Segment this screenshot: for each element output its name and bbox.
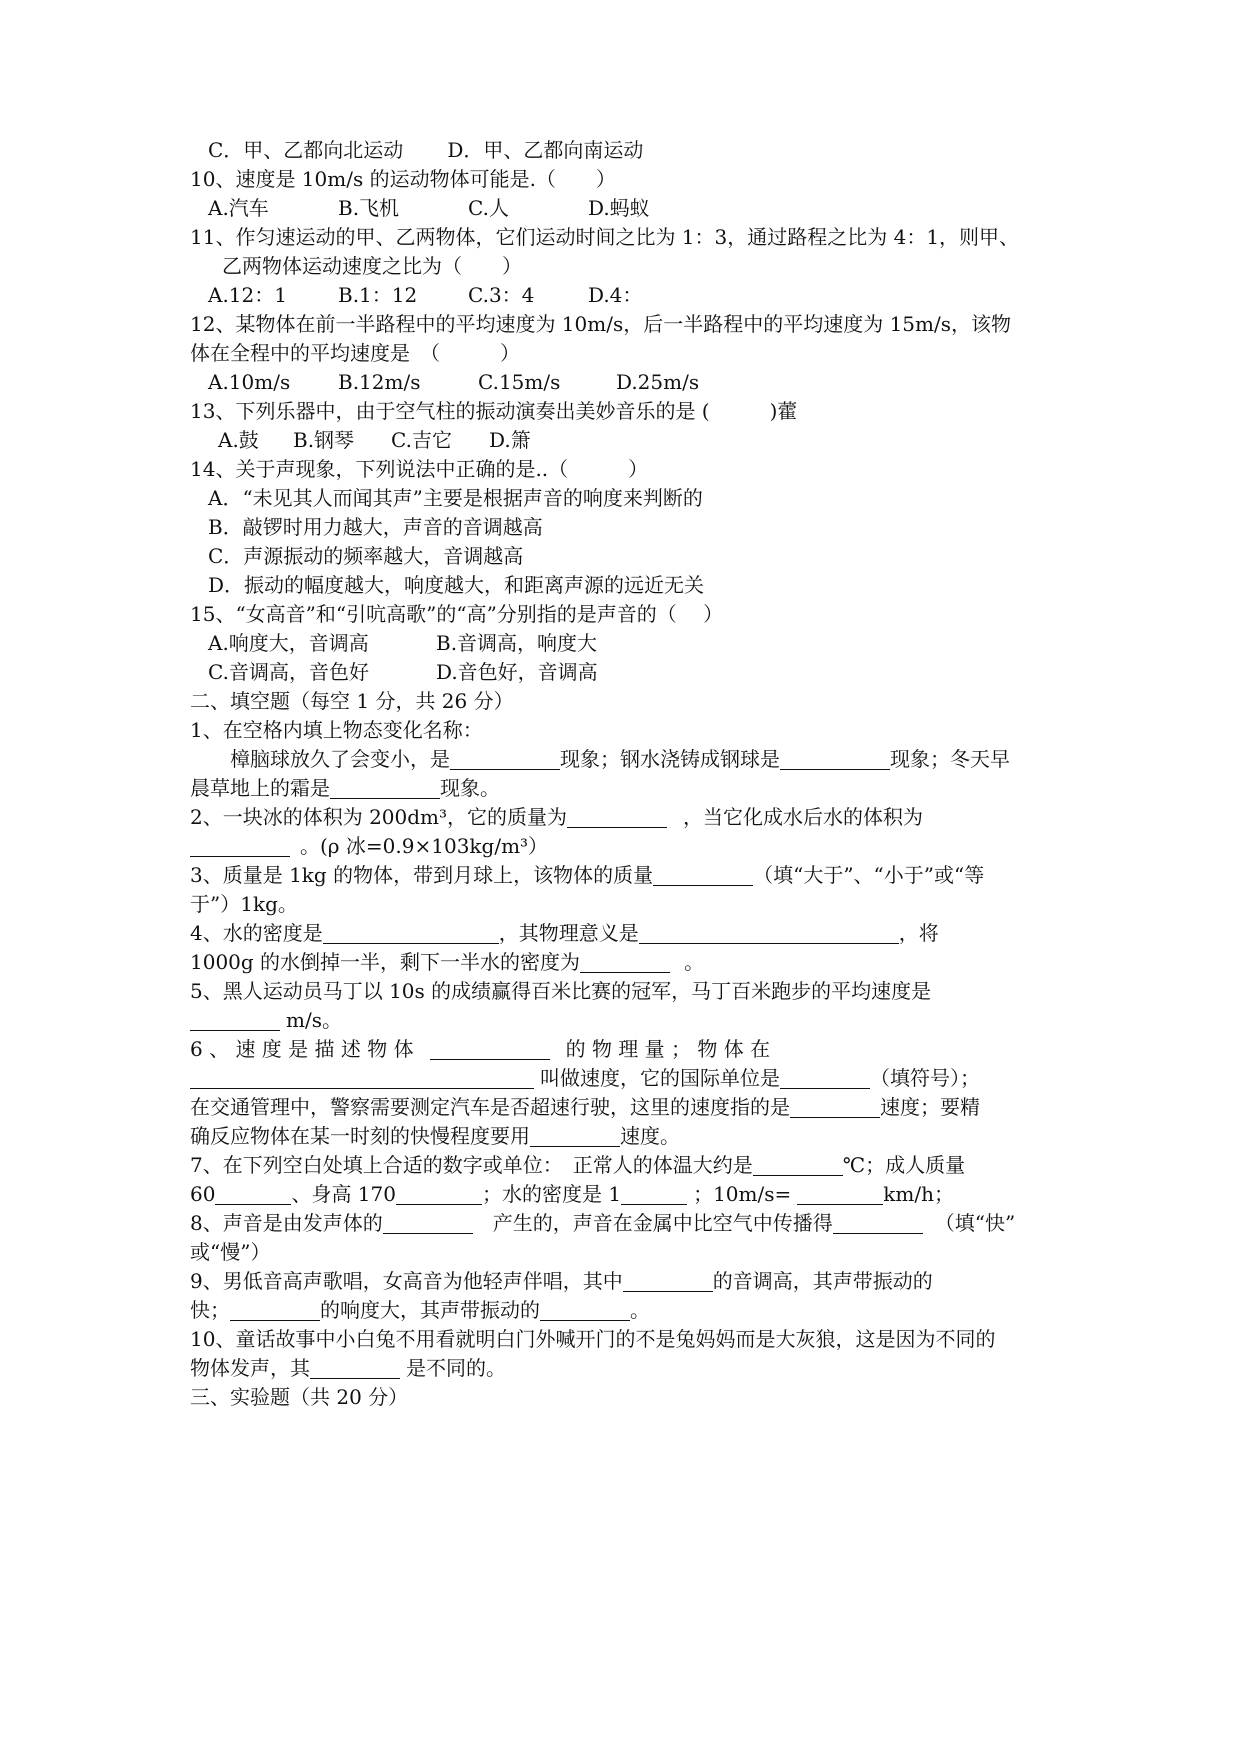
text: 在交通管理中，警察需要测定汽车是否超速行驶，这里的速度指的是 [190,1095,790,1119]
answer-blank[interactable] [790,1097,880,1118]
text: 的音调高，其声带振动的 [712,1269,933,1293]
answer-blank[interactable] [530,1126,620,1147]
text: 叫做速度，它的国际单位是 [540,1066,780,1090]
text: 60 [190,1182,216,1206]
answer-blank[interactable] [450,749,560,770]
text: 。 [684,950,705,974]
fill-6-line-a [190,1035,770,1063]
text: 9、男低音高声歌唱，女高音为他轻声伴唱，其中 [190,1269,623,1293]
fill-8-line-b: 或“慢”） [190,1240,271,1264]
text: 8、声音是由发声体的 [190,1211,383,1235]
text: 7、在下列空白处填上合适的数字或单位： 正常人的体温大约是 [190,1153,753,1177]
fill-7-line-a [190,1151,965,1179]
question-12: 12、某物体在前一半路程中的平均速度为 10m/s，后一半路程中的平均速度为 15m/s，该物 [190,312,1011,336]
text: 速度。 [620,1124,680,1148]
question-11-cont: 乙两物体运动速度之比为（ ） [222,254,522,278]
text: 的响度大，其声带振动的 [320,1298,540,1322]
fill-6-line-d [190,1122,680,1150]
option-c: C.15m/s [478,370,561,394]
answer-blank[interactable] [383,1213,473,1234]
option-a: A.鼓 [218,428,259,452]
q15-options-ab [208,629,597,657]
q14-option-c: C．声源振动的频率越大，音调越高 [208,544,524,568]
fill-3-line-a [190,861,984,889]
fill-10-line-a: 10、童话故事中小白兔不用看就明白门外喊开门的不是兔妈妈而是大灰狼，这是因为不同的 [190,1327,996,1351]
answer-blank[interactable] [430,1039,550,1060]
answer-blank[interactable] [653,865,753,886]
option-a: A.响度大，音调高 [208,631,369,655]
q11-options [208,281,642,309]
fill-4-line-a [190,919,939,947]
text: 现象；冬天早 [890,747,1010,771]
fill-8-line-a [190,1209,1015,1237]
answer-blank[interactable] [780,1068,870,1089]
answer-blank[interactable] [833,1213,923,1234]
text: 6 、 速 度 是 描 述 物 体 [190,1037,414,1061]
text: 产生的，声音在金属中比空气中传播得 [472,1211,833,1235]
fill-2-line-a [190,803,923,831]
answer-blank[interactable] [753,1155,843,1176]
section-3-heading: 三、实验题（共 20 分） [190,1385,409,1409]
option-d: D．甲、乙都向南运动 [447,138,644,162]
text: 2、一块冰的体积为 200dm³，它的质量为 [190,805,568,829]
question-12-cont: 体在全程中的平均速度是 （ ） [190,341,520,365]
fill-1-line-a [230,745,1010,773]
option-c: C.音调高，音色好 [208,660,369,684]
q12-options [208,368,699,396]
text: km/h； [883,1182,954,1206]
option-a: A.12：1 [208,283,287,307]
option-a: A.10m/s [208,370,291,394]
option-a: A.汽车 [208,196,269,220]
text: 是不同的。 [406,1356,506,1380]
option-b: B.12m/s [338,370,421,394]
fill-7-line-b [190,1180,954,1208]
fill-5-line-a: 5、黑人运动员马丁以 10s 的成绩赢得百米比赛的冠军，马丁百米跑步的平均速度是 [190,979,932,1003]
answer-blank[interactable] [623,1271,713,1292]
answer-blank[interactable] [621,1184,687,1205]
text: 现象；钢水浇铸成钢球是 [560,747,780,771]
text: ；水的密度是 1 [481,1182,622,1206]
answer-blank[interactable] [580,952,670,973]
question-14: 14、关于声现象，下列说法中正确的是..（ ） [190,457,649,481]
text: ，其物理意义是 [498,921,639,945]
question-10: 10、速度是 10m/s 的运动物体可能是.（ ） [190,167,616,191]
fill-6-line-b [190,1064,980,1092]
fill-4-line-b [190,948,704,976]
question-15: 15、“女高音”和“引吭高歌”的“高”分别指的是声音的（ ） [190,602,724,626]
answer-blank[interactable] [540,1300,630,1321]
text: 现象。 [440,776,500,800]
answer-blank[interactable] [190,1068,534,1089]
text: 。(ρ 冰=0.9×103kg/m³） [300,834,549,858]
option-d: D.蚂蚁 [588,196,650,220]
option-d: D.4： [588,283,643,307]
q14-option-b: B．敲锣时用力越大，声音的音调越高 [208,515,543,539]
text: m/s。 [286,1008,342,1032]
fill-5-line-b [190,1006,342,1034]
option-b: B.飞机 [338,196,400,220]
q14-option-a: A．“未见其人而闻其声”主要是根据声音的响度来判断的 [208,486,703,510]
text: 3、质量是 1kg 的物体，带到月球上，该物体的质量 [190,863,654,887]
text: 确反应物体在某一时刻的快慢程度要用 [190,1124,530,1148]
option-d: D.音色好，音调高 [436,660,598,684]
option-b: B.钢琴 [293,428,355,452]
option-b: B.1：12 [338,283,418,307]
text: ℃；成人质量 [842,1153,966,1177]
text: 。 [630,1298,650,1322]
option-d: D.箫 [489,428,531,452]
option-b: B.音调高，响度大 [436,631,598,655]
fill-2-line-b [190,832,548,860]
fill-9-line-b [190,1296,650,1324]
answer-blank[interactable] [780,749,890,770]
text: ，当它化成水后水的体积为 [683,805,924,829]
text: （填“大于”、“小于”或“等 [753,863,985,887]
text: 4、水的密度是 [190,921,323,945]
option-c: C．甲、乙都向北运动 [208,138,404,162]
text: （填“快” [934,1211,1016,1235]
q10-options [208,194,650,222]
option-c: C.人 [468,196,509,220]
answer-blank[interactable] [190,836,290,857]
answer-blank[interactable] [797,1184,883,1205]
answer-blank[interactable] [230,1300,320,1321]
text: 物体发声，其 [190,1356,310,1380]
text: 的 物 理 量 ； 物 体 在 [565,1037,771,1061]
q15-options-cd [208,658,598,686]
option-c: C.3：4 [468,283,535,307]
fill-1-line-b [190,774,500,802]
answer-blank[interactable] [323,923,499,944]
fill-9-line-a [190,1267,933,1295]
text: 晨草地上的霜是 [190,776,330,800]
answer-blank[interactable] [215,1184,291,1205]
text: 1000g 的水倒掉一半，剩下一半水的密度为 [190,950,581,974]
text: 快； [190,1298,230,1322]
fill-6-line-c [190,1093,980,1121]
text: 速度；要精 [880,1095,980,1119]
answer-blank[interactable] [310,1358,400,1379]
answer-blank[interactable] [396,1184,482,1205]
text: ，将 [898,921,939,945]
answer-blank[interactable] [330,778,440,799]
fill-1: 1、在空格内填上物态变化名称： [190,718,483,742]
question-13: 13、下列乐器中，由于空气柱的振动演奏出美妙音乐的是 ( )藿 [190,399,798,423]
q14-option-d: D．振动的幅度越大，响度越大，和距离声源的远近无关 [208,573,705,597]
fill-10-line-b [190,1354,506,1382]
text: 樟脑球放久了会变小，是 [230,747,450,771]
answer-blank[interactable] [567,807,667,828]
text: ；10m/s= [693,1182,792,1206]
text: （填符号）； [870,1066,980,1090]
option-d: D.25m/s [616,370,700,394]
answer-blank[interactable] [639,923,899,944]
answer-blank[interactable] [190,1010,280,1031]
fill-3-line-b: 于”）1kg。 [190,892,298,916]
text: 、身高 170 [291,1182,396,1206]
q13-options [218,426,531,454]
option-c: C.吉它 [391,428,452,452]
question-11: 11、作匀速运动的甲、乙两物体，它们运动时间之比为 1：3，通过路程之比为 4：1，则甲、 [190,225,1020,249]
q9-options-cd [208,136,643,164]
section-2-heading: 二、填空题（每空 1 分，共 26 分） [190,689,514,713]
